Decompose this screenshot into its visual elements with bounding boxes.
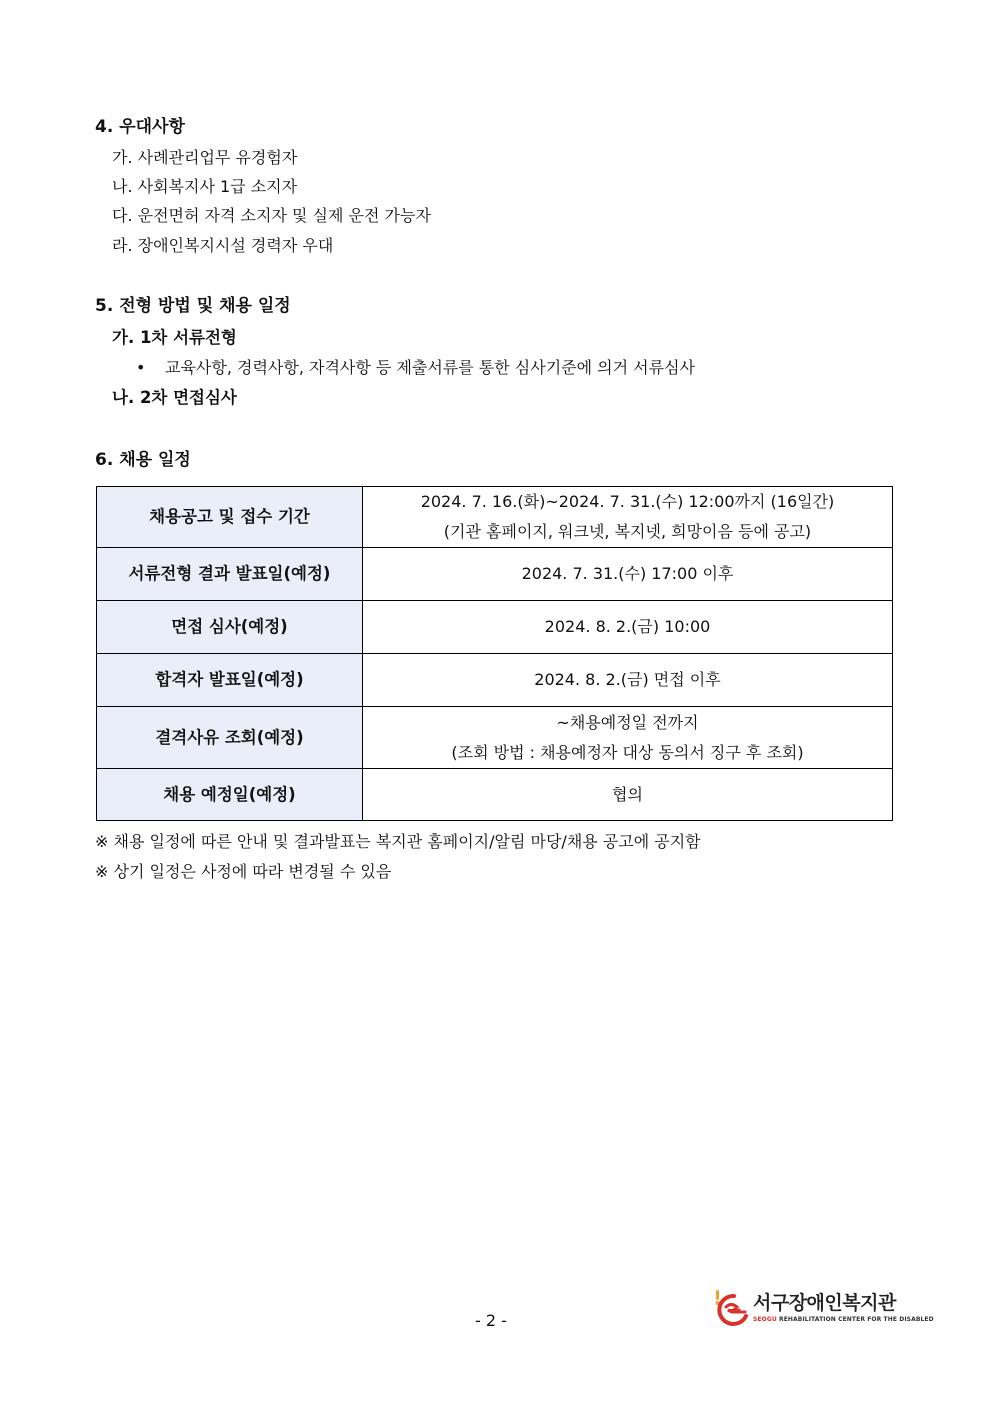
selection-step-1: 가. 1차 서류전형: [112, 328, 237, 347]
preference-item-4: 라. 장애인복지시설 경력자 우대: [112, 236, 334, 255]
schedule-value: [363, 487, 893, 548]
center-logo-title: 서구장애인복지관: [753, 1292, 896, 1314]
bullet-icon: •: [136, 358, 146, 377]
schedule-note-2: ※ 상기 일정은 사정에 따라 변경될 수 있음: [95, 862, 392, 881]
preference-item-3: 다. 운전면허 자격 소지자 및 실제 운전 가능자: [112, 206, 431, 225]
center-logo: [713, 1288, 934, 1330]
schedule-value: 2024. 7. 31.(수) 17:00 이후: [363, 548, 893, 601]
preference-item-1: 가. 사례관리업무 유경험자: [112, 148, 298, 167]
section-5-heading: 5. 전형 방법 및 채용 일정: [95, 296, 291, 316]
center-logo-icon: [713, 1288, 751, 1328]
schedule-label: 면접 심사(예정): [97, 601, 363, 654]
schedule-label: 합격자 발표일(예정): [97, 654, 363, 707]
section-4-heading: 4. 우대사항: [95, 117, 185, 137]
table-row: [97, 707, 893, 769]
table-row: [97, 654, 893, 707]
table-row: [97, 769, 893, 821]
selection-step-2: 나. 2차 면접심사: [112, 388, 237, 407]
schedule-label: 서류전형 결과 발표일(예정): [97, 548, 363, 601]
schedule-value: 협의: [363, 769, 893, 821]
section-6-heading: 6. 채용 일정: [95, 450, 191, 470]
schedule-label: 결격사유 조회(예정): [97, 707, 363, 769]
schedule-value: 2024. 8. 2.(금) 10:00: [363, 601, 893, 654]
schedule-note-1: ※ 채용 일정에 따른 안내 및 결과발표는 복지관 홈페이지/알림 마당/채용 공고에 공지함: [95, 832, 701, 851]
schedule-value: [363, 707, 893, 769]
schedule-table: [96, 486, 893, 821]
table-row: [97, 601, 893, 654]
schedule-value-line: 2024. 7. 16.(화)~2024. 7. 31.(수) 12:00까지 (16일간): [420, 492, 835, 511]
schedule-value-line: (기관 홈페이지, 워크넷, 복지넷, 희망이음 등에 공고): [443, 522, 812, 541]
schedule-value-line: ~채용예정일 전까지: [556, 712, 699, 732]
schedule-label: 채용 예정일(예정): [97, 769, 363, 821]
schedule-value: 2024. 8. 2.(금) 면접 이후: [363, 654, 893, 707]
selection-step-1-detail: 교육사항, 경력사항, 자격사항 등 제출서류를 통한 심사기준에 의거 서류심사: [165, 358, 695, 377]
table-row: [97, 487, 893, 548]
center-logo-subtitle: [753, 1316, 934, 1324]
preference-item-2: 나. 사회복지사 1급 소지자: [112, 177, 298, 196]
table-row: [97, 548, 893, 601]
logo-sub-rest: REHABILITATION CENTER FOR THE DISABLED: [776, 1316, 934, 1323]
page-number: - 2 -: [475, 1311, 507, 1330]
schedule-value-line: (조회 방법 : 채용예정자 대상 동의서 징구 후 조회): [451, 742, 804, 762]
schedule-label: 채용공고 및 접수 기간: [97, 487, 363, 548]
logo-sub-seogu: SEOGU: [753, 1316, 777, 1323]
